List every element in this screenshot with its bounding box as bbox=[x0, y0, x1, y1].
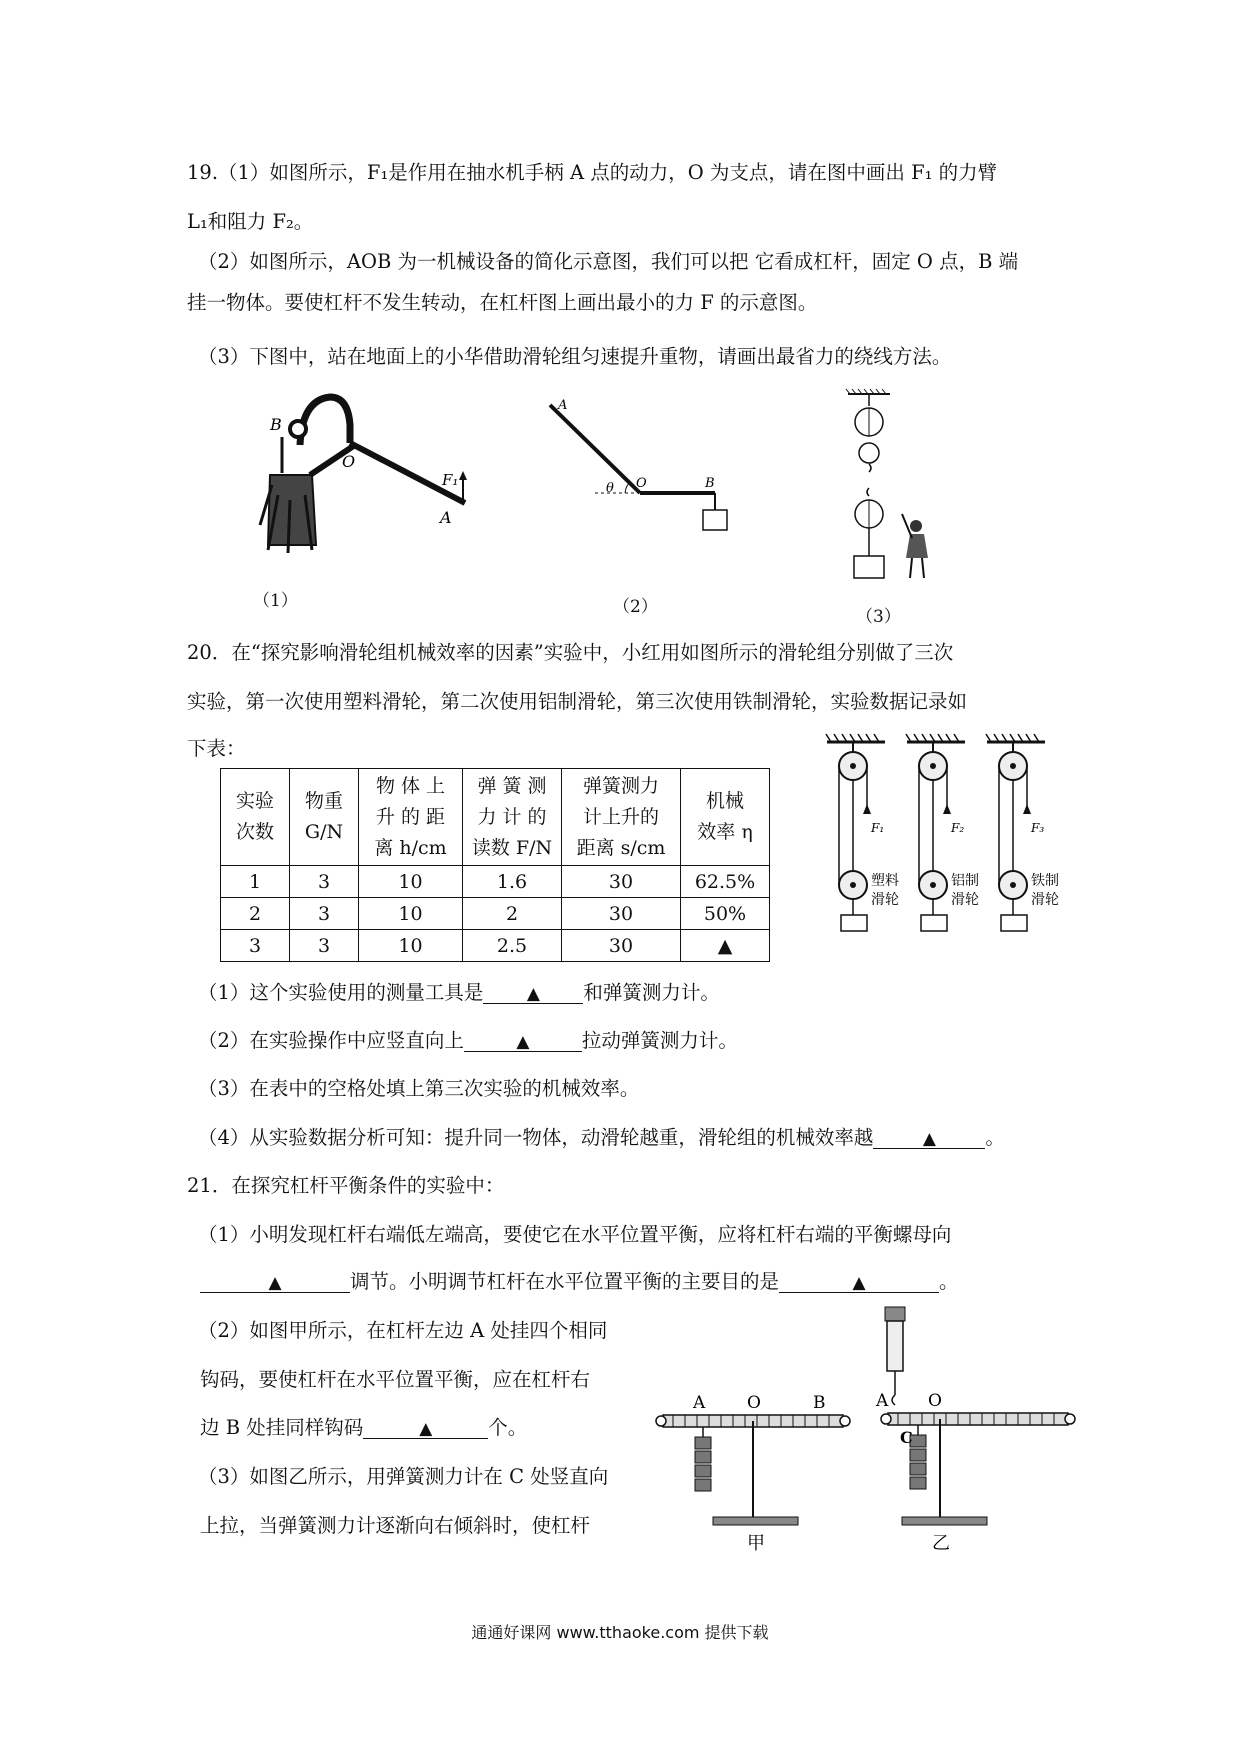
q20-sub-2 bbox=[198, 1031, 738, 1052]
pulley-type-label: 滑轮 bbox=[1031, 892, 1059, 908]
pump-figure bbox=[250, 385, 500, 560]
q20-sub-4 bbox=[198, 1128, 1005, 1149]
lever-jia-caption: 甲 bbox=[747, 1533, 765, 1554]
pulley-force-label: F₃ bbox=[1031, 821, 1045, 835]
lever-label-theta: θ bbox=[606, 481, 614, 496]
triangle-mark-icon: ▲ bbox=[922, 1129, 936, 1149]
pump-label-b: B bbox=[270, 415, 282, 434]
lever-figure-jia bbox=[656, 1393, 850, 1554]
lever-jia-label-o: O bbox=[747, 1393, 761, 1413]
q21-line-6 bbox=[200, 1418, 527, 1439]
pulley-aluminum bbox=[906, 734, 979, 931]
three-pulleys-figure bbox=[815, 730, 1065, 945]
q21-line-1: 21．在探究杠杆平衡条件的实验中： bbox=[187, 1174, 505, 1197]
triangle-mark-icon: ▲ bbox=[268, 1273, 282, 1293]
table-header: 弹簧测力 计上升的 距离 s/cm bbox=[562, 769, 681, 866]
q21-line-3 bbox=[200, 1272, 959, 1293]
table-cell: 3 bbox=[290, 898, 359, 930]
pulley-force-label: F₁ bbox=[871, 821, 885, 835]
pulley-material-label: 塑料 bbox=[871, 873, 899, 889]
table-cell: 2 bbox=[221, 898, 290, 930]
table-cell: 2 bbox=[463, 898, 562, 930]
pulley-force-label: F₂ bbox=[951, 821, 965, 835]
triangle-mark-icon: ▲ bbox=[516, 1032, 530, 1052]
table-cell: 10 bbox=[359, 866, 463, 898]
lever-jia-label-a: A bbox=[693, 1393, 706, 1413]
q20-line-1: 20．在“探究影响滑轮组机械效率的因素”实验中，小红用如图所示的滑轮组分别做了三次 bbox=[187, 641, 954, 664]
table-cell: 30 bbox=[562, 930, 681, 962]
pulley-material-label: 铝制 bbox=[951, 873, 979, 889]
q20-line-3: 下表： bbox=[187, 737, 246, 760]
table-cell: 3 bbox=[290, 930, 359, 962]
table-header: 弹 簧 测 力 计 的 读数 F/N bbox=[463, 769, 562, 866]
triangle-mark-icon: ▲ bbox=[419, 1419, 433, 1439]
table-cell: 3 bbox=[221, 930, 290, 962]
q21-line-3-tail: 。 bbox=[939, 1270, 959, 1293]
table-header-row bbox=[221, 769, 770, 866]
q21-line-4: （2）如图甲所示，在杠杆左边 A 处挂四个相同 bbox=[198, 1319, 608, 1342]
lever-yi-caption: 乙 bbox=[932, 1533, 950, 1554]
table-cell: 1.6 bbox=[463, 866, 562, 898]
q19-line-4: 挂一物体。要使杠杆不发生转动，在杠杆图上画出最小的力 F 的示意图。 bbox=[187, 291, 818, 314]
table-header: 物 体 上 升 的 距 离 h/cm bbox=[359, 769, 463, 866]
q21-line-6-tail: 个。 bbox=[488, 1416, 528, 1439]
table-cell: 2.5 bbox=[463, 930, 562, 962]
figure-1-caption: （1） bbox=[253, 591, 298, 611]
q21-line-5: 钩码，要使杠杆在水平位置平衡，应在杠杆右 bbox=[200, 1368, 591, 1391]
figure-2-caption: （2） bbox=[613, 597, 658, 617]
lever-label-o: O bbox=[636, 476, 647, 491]
pulley-type-label: 滑轮 bbox=[871, 892, 899, 908]
q20-line-2: 实验，第一次使用塑料滑轮，第二次使用铝制滑轮，第三次使用铁制滑轮，实验数据记录如 bbox=[187, 690, 968, 713]
table-row bbox=[221, 898, 770, 930]
pulley-material-label: 铁制 bbox=[1031, 873, 1059, 889]
q20-sub-2-tail: 拉动弹簧测力计。 bbox=[581, 1029, 738, 1052]
lever-label-b: B bbox=[705, 476, 715, 491]
lever-aob-figure bbox=[540, 395, 740, 545]
answer-blank[interactable] bbox=[873, 1128, 985, 1149]
table-header: 物重 G/N bbox=[290, 769, 359, 866]
table-cell: 30 bbox=[562, 898, 681, 930]
answer-blank[interactable] bbox=[483, 983, 583, 1004]
q19-line-3: （2）如图所示，AOB 为一机械设备的简化示意图，我们可以把 它看成杠杆，固定 O 点，B 端 bbox=[198, 250, 1019, 273]
pump-label-a: A bbox=[440, 508, 452, 527]
table-cell: 50% bbox=[681, 898, 770, 930]
table-cell: 62.5% bbox=[681, 866, 770, 898]
lever-label-a: A bbox=[558, 398, 568, 413]
q21-line-2: （1）小明发现杠杆右端低左端高，要使它在水平位置平衡，应将杠杆右端的平衡螺母向 bbox=[198, 1223, 952, 1246]
triangle-mark-icon: ▲ bbox=[852, 1273, 866, 1293]
lever-figure-yi bbox=[875, 1307, 1075, 1554]
q20-sub-1 bbox=[198, 983, 720, 1004]
q19-line-2: L₁和阻力 F₂。 bbox=[187, 210, 314, 233]
q21-line-3-text: 调节。小明调节杠杆在水平位置平衡的主要目的是 bbox=[350, 1270, 780, 1293]
q20-sub-4-tail: 。 bbox=[985, 1126, 1005, 1149]
table-cell: 3 bbox=[290, 866, 359, 898]
lever-yi-label-c: C bbox=[900, 1428, 913, 1447]
table-cell: 10 bbox=[359, 930, 463, 962]
pulley-plastic bbox=[826, 734, 899, 931]
q20-sub-2-text: （2）在实验操作中应竖直向上 bbox=[198, 1029, 464, 1052]
q21-line-7: （3）如图乙所示，用弹簧测力计在 C 处竖直向 bbox=[198, 1465, 609, 1488]
pump-label-f1: F₁ bbox=[442, 471, 459, 489]
q21-line-8: 上拉，当弹簧测力计逐渐向右倾斜时，使杠杆 bbox=[200, 1514, 591, 1537]
pump-label-o: O bbox=[342, 452, 356, 471]
experiment-table bbox=[220, 768, 770, 962]
table-header: 机械 效率 η bbox=[681, 769, 770, 866]
table-cell: 10 bbox=[359, 898, 463, 930]
lever-jia-label-b: B bbox=[813, 1393, 826, 1413]
answer-blank[interactable] bbox=[363, 1418, 488, 1439]
q19-line-5: （3）下图中，站在地面上的小华借助滑轮组匀速提升重物，请画出最省力的绕线方法。 bbox=[198, 345, 952, 368]
triangle-mark-icon: ▲ bbox=[526, 984, 540, 1004]
table-cell: 30 bbox=[562, 866, 681, 898]
table-row bbox=[221, 866, 770, 898]
answer-blank[interactable] bbox=[464, 1031, 582, 1052]
q20-sub-4-text: （4）从实验数据分析可知：提升同一物体，动滑轮越重，滑轮组的机械效率越 bbox=[198, 1126, 874, 1149]
pulley-girl-figure bbox=[840, 388, 950, 598]
lever-figures bbox=[655, 1305, 1085, 1555]
table-header: 实验 次数 bbox=[221, 769, 290, 866]
lever-yi-label-a: A bbox=[876, 1391, 889, 1411]
lever-yi-label-o: O bbox=[928, 1391, 942, 1411]
table-cell: ▲ bbox=[681, 930, 770, 962]
answer-blank[interactable] bbox=[779, 1272, 939, 1293]
table-cell: 1 bbox=[221, 866, 290, 898]
q20-sub-1-text: （1）这个实验使用的测量工具是 bbox=[198, 981, 484, 1004]
figure-3-caption: （3） bbox=[856, 607, 901, 627]
q19-line-1: 19.（1）如图所示，F₁是作用在抽水机手柄 A 点的动力，O 为支点，请在图中画出 F₁ 的力臂 bbox=[187, 161, 998, 184]
pulley-type-label: 滑轮 bbox=[951, 892, 979, 908]
page-footer: 通通好课网 www.tthaoke.com 提供下载 bbox=[471, 1623, 769, 1642]
table-row bbox=[221, 930, 770, 962]
q21-line-6-text: 边 B 处挂同样钩码 bbox=[200, 1416, 364, 1439]
q20-sub-3: （3）在表中的空格处填上第三次实验的机械效率。 bbox=[198, 1077, 640, 1100]
q20-sub-1-tail: 和弹簧测力计。 bbox=[583, 981, 720, 1004]
answer-blank[interactable] bbox=[200, 1272, 350, 1293]
pulley-iron bbox=[986, 734, 1059, 931]
